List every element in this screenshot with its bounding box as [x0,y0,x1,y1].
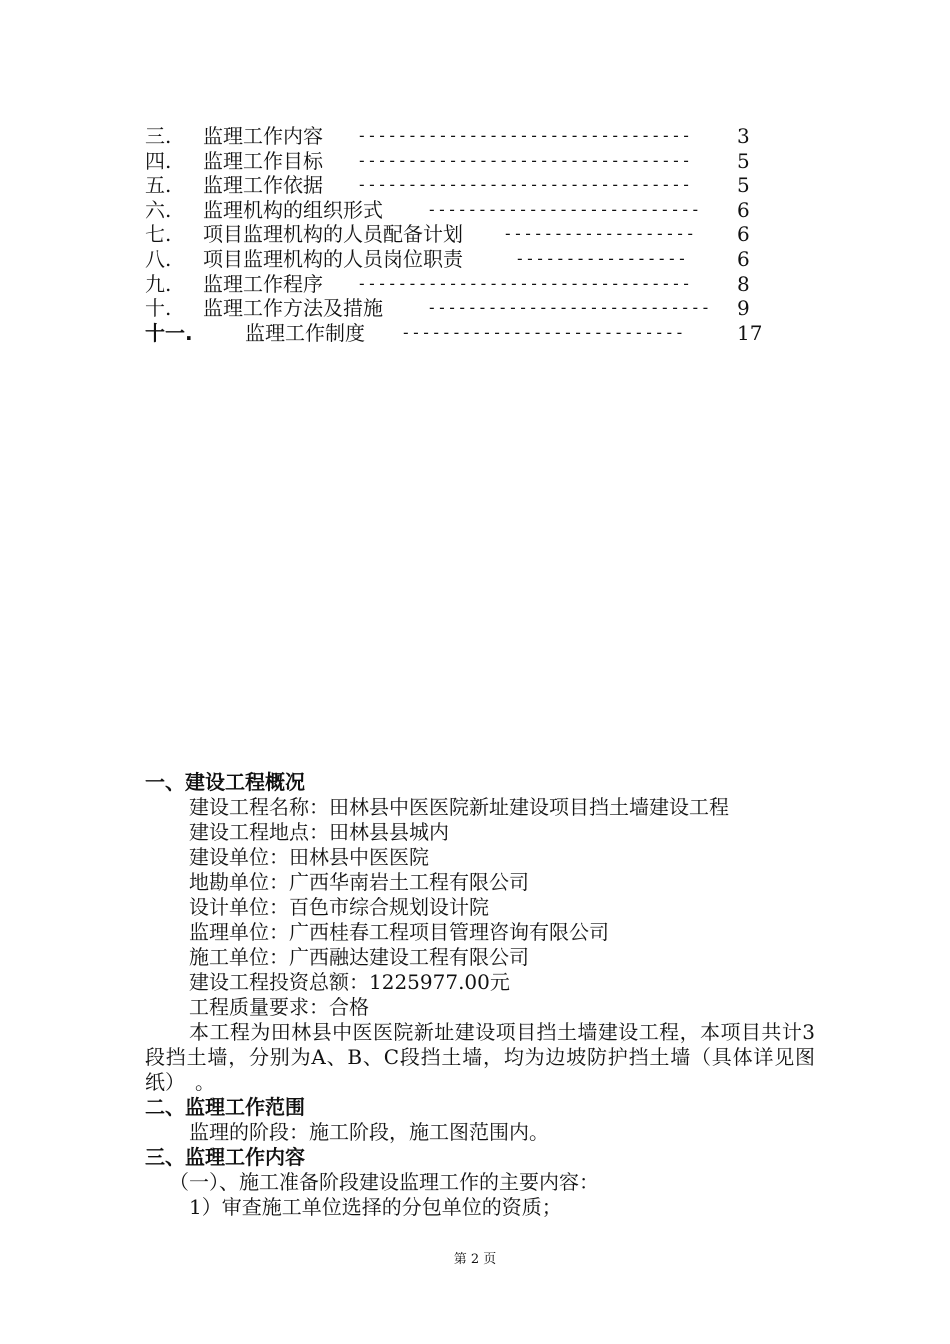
info-line: 设计单位：百色市综合规划设计院 [189,895,489,919]
toc-row[interactable] [145,321,785,346]
subsection-heading: （一）、施工准备阶段建设监理工作的主要内容： [169,1170,599,1194]
toc-number: 八. [145,246,172,271]
toc-leader: --------------------------- [427,199,701,219]
section-heading: 二、监理工作范围 [145,1095,305,1119]
toc-page-number: 6 [737,246,750,271]
toc-title: 监理工作方法及措施 [203,296,383,321]
toc-title: 监理工作依据 [203,173,323,198]
toc-page-number: 17 [737,320,763,345]
toc-number: 六. [145,197,172,222]
info-line: 工程质量要求：合格 [189,995,369,1019]
toc-number: 三. [145,124,172,148]
toc-row[interactable] [145,296,785,321]
toc-row[interactable] [145,247,785,272]
toc-leader: ---------------------------- [427,298,711,318]
toc-page-number: 8 [737,271,750,296]
toc-leader: ---------------------------- [401,322,685,342]
toc-row[interactable] [145,272,785,297]
toc-leader: --------------------------------- [357,175,692,195]
page-footer: 第 2 页 [453,1252,497,1267]
toc-page-number: 3 [737,124,750,148]
toc-number: 九. [145,271,172,296]
toc-title: 监理工作制度 [245,320,365,345]
info-line: 建设工程投资总额：1225977.00元 [189,970,510,994]
info-line: 建设工程地点：田林县县城内 [189,820,449,844]
toc-title: 监理机构的组织形式 [203,197,383,222]
list-item: 1）审查施工单位选择的分包单位的资质； [189,1195,562,1219]
info-line: 监理单位：广西桂春工程项目管理咨询有限公司 [189,920,609,944]
toc-leader: ----------------- [515,248,688,268]
scope-line: 监理的阶段：施工阶段，施工图范围内。 [189,1120,549,1144]
toc-row[interactable] [145,124,785,149]
document-body [145,770,815,1220]
toc-number: 五. [145,173,172,198]
section-heading: 一、建设工程概况 [145,770,305,794]
toc-title: 项目监理机构的人员岗位职责 [203,246,463,271]
info-line: 地勘单位：广西华南岩土工程有限公司 [189,870,529,894]
info-line: 建设单位：田林县中医医院 [189,845,429,869]
toc-row[interactable] [145,149,785,174]
toc-title: 监理工作目标 [203,148,323,173]
toc-leader: --------------------------------- [357,273,692,293]
toc-leader: --------------------------------- [357,150,692,170]
toc-page-number: 6 [737,197,750,222]
toc-leader: ------------------- [503,224,696,244]
toc-row[interactable] [145,198,785,223]
toc-number: 四. [145,148,172,173]
toc-page-number: 9 [737,296,750,321]
toc-page-number: 5 [737,173,750,198]
info-line: 建设工程名称：田林县中医医院新址建设项目挡土墙建设工程 [189,795,729,819]
toc-page-number: 6 [737,222,750,247]
toc-row[interactable] [145,173,785,198]
table-of-contents [145,124,785,345]
toc-title: 监理工作内容 [203,124,323,148]
toc-page-number: 5 [737,148,750,173]
toc-number: 十. [145,296,172,321]
toc-leader: --------------------------------- [357,126,692,145]
toc-number: 十一. [145,320,193,345]
section-heading: 三、监理工作内容 [145,1145,305,1169]
info-line: 施工单位：广西融达建设工程有限公司 [189,945,529,969]
toc-row[interactable] [145,222,785,247]
overview-paragraph: 本工程为田林县中医医院新址建设项目挡土墙建设工程，本项目共计3段挡土墙，分别为A、B、C段挡土墙，均为边坡防护挡土墙（具体详见图纸） 。 [145,1020,815,1094]
toc-title: 项目监理机构的人员配备计划 [203,222,463,247]
toc-number: 七. [145,222,172,247]
toc-title: 监理工作程序 [203,271,323,296]
